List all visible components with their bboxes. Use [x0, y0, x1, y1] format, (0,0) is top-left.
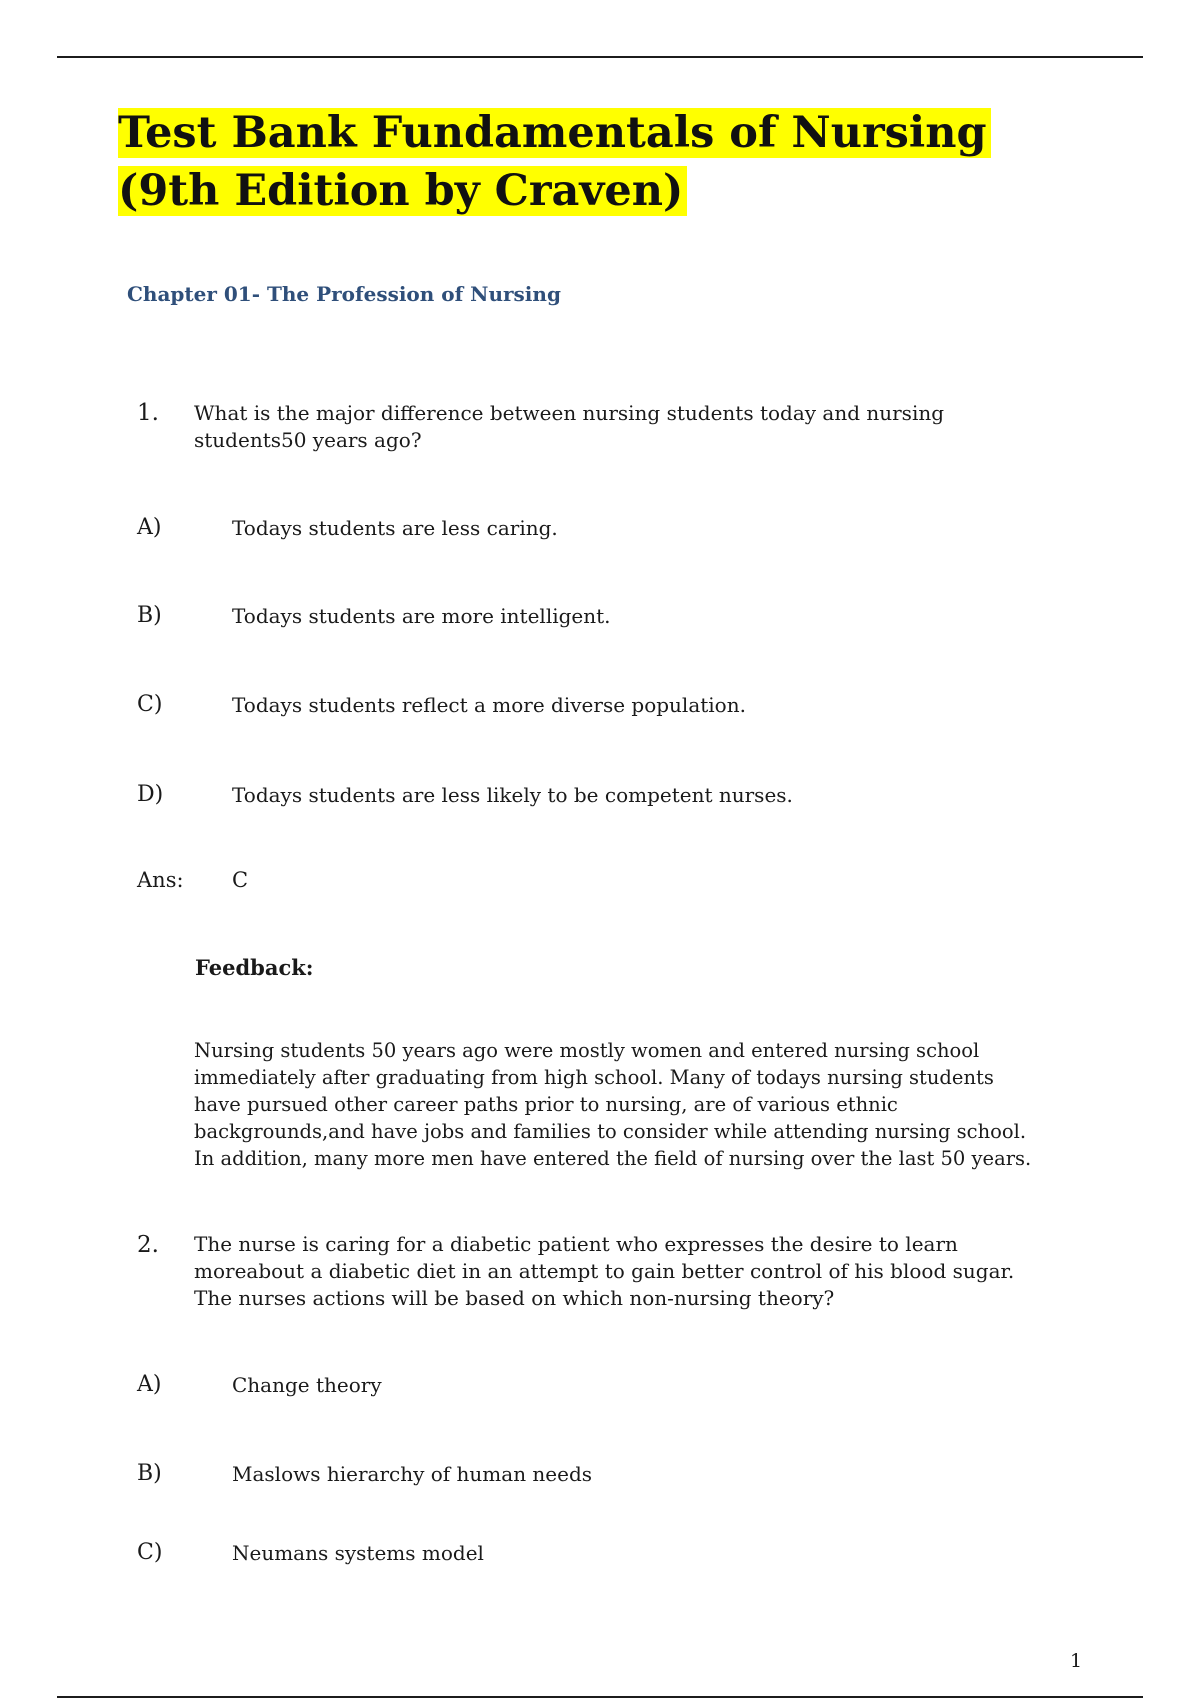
- option-text: Todays students are less likely to be competent nurses.: [232, 783, 793, 807]
- question-number: 1.: [137, 400, 159, 426]
- answer-label: Ans:: [137, 868, 184, 892]
- option-text: Maslows hierarchy of human needs: [232, 1462, 593, 1486]
- option-text: Neumans systems model: [232, 1541, 484, 1565]
- question-text: The nurse is caring for a diabetic patient who expresses the desire to learn moreabout a diabetic diet in an attempt to gain better control of his blood sugar. The nurses actions will be based on which non-nursing theory?: [194, 1232, 1015, 1310]
- feedback-text: Nursing students 50 years ago were mostly women and entered nursing school immediately after graduating from high school. Many of todays nursing students have pursued other career paths prior to nursing, are of various ethnic backgrounds,and have jobs and families to consider while attending nursing school. In addition, many more men have entered the field of nursing over the last 50 years.: [194, 1039, 1032, 1170]
- option-text: Todays students are less caring.: [232, 516, 558, 540]
- document-title-highlight: Test Bank Fundamentals of Nursing (9th Edition by Craven): [118, 108, 991, 216]
- option-text: Todays students are more intelligent.: [232, 604, 611, 628]
- option-label: B): [137, 603, 162, 628]
- bottom-rule: [57, 1696, 1143, 1698]
- document-title: [118, 104, 1038, 220]
- answer-value: C: [232, 868, 249, 892]
- question-number: 2.: [137, 1232, 159, 1258]
- feedback-label: Feedback:: [195, 955, 314, 980]
- option-text: Change theory: [232, 1373, 382, 1397]
- option-label: C): [137, 1540, 163, 1565]
- chapter-heading: Chapter 01- The Profession of Nursing: [127, 282, 561, 306]
- option-label: A): [137, 515, 162, 540]
- top-rule: [57, 56, 1143, 58]
- question-text: What is the major difference between nursing students today and nursing students50 years ago?: [194, 401, 945, 452]
- page-number: 1: [1070, 1650, 1083, 1672]
- option-label: D): [137, 782, 164, 807]
- option-label: C): [137, 692, 163, 717]
- option-text: Todays students reflect a more diverse population.: [232, 693, 746, 717]
- option-label: B): [137, 1461, 162, 1486]
- option-label: A): [137, 1372, 162, 1397]
